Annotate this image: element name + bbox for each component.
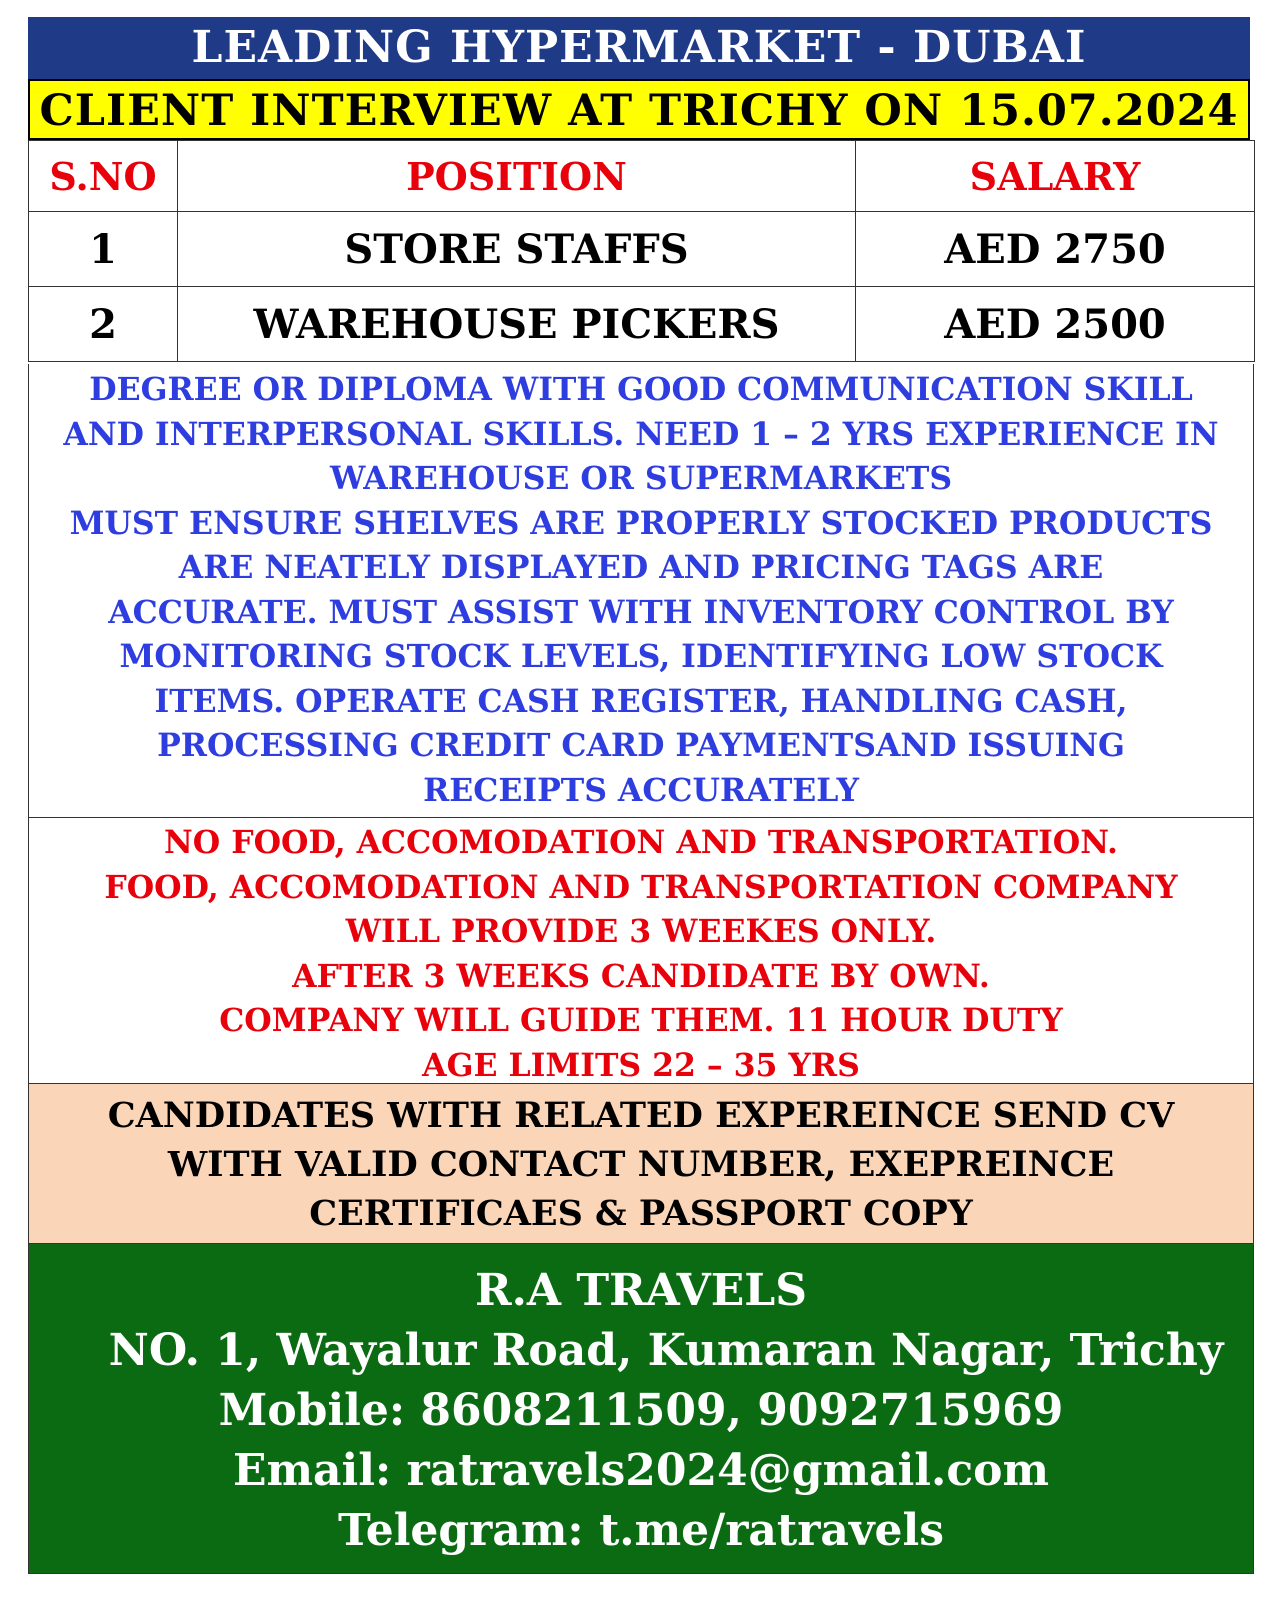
conditions-line: NO FOOD, ACCOMODATION AND TRANSPORTATION. (164, 824, 1118, 861)
requirements-line: ACCURATE. MUST ASSIST WITH INVENTORY CONTROL BY (108, 593, 1174, 631)
conditions-line: COMPANY WILL GUIDE THEM. 11 HOUR DUTY (219, 1002, 1063, 1039)
column-header-sno: S.NO (29, 141, 178, 212)
requirements-line: ARE NEATELY DISPLAYED AND PRICING TAGS ARE (178, 549, 1104, 586)
mobile-numbers: Mobile: 8608211509, 9092715969 (218, 1385, 1064, 1436)
cv-instructions-section (28, 1084, 1254, 1244)
cv-line: WITH VALID CONTACT NUMBER, EXEPREINCE (167, 1144, 1115, 1185)
positions-table (28, 140, 1255, 362)
row-sno: 2 (29, 287, 178, 362)
email-address: Email: ratravels2024@gmail.com (232, 1445, 1050, 1496)
cv-line: CANDIDATES WITH RELATED EXPEREINCE SEND CV (107, 1095, 1175, 1136)
column-header-salary: SALARY (856, 141, 1255, 212)
company-name: R.A TRAVELS (475, 1265, 807, 1316)
row-sno: 1 (29, 212, 178, 287)
requirements-line: MONITORING STOCK LEVELS, IDENTIFYING LOW STOCK (119, 638, 1163, 675)
requirements-line: AND INTERPERSONAL SKILLS. NEED 1 – 2 YRS EXPERIENCE IN (63, 415, 1219, 453)
telegram-link: Telegram: t.me/ratravels (338, 1505, 944, 1556)
row-position: STORE STAFFS (178, 212, 856, 287)
conditions-line: AGE LIMITS 22 – 35 YRS (422, 1046, 860, 1084)
company-address: NO. 1, Wayalur Road, Kumaran Nagar, Trichy (108, 1325, 1224, 1376)
requirements-line: PROCESSING CREDIT CARD PAYMENTSAND ISSUING (157, 727, 1125, 764)
requirements-section (28, 364, 1254, 818)
table-row (29, 212, 1255, 287)
conditions-line: WILL PROVIDE 3 WEEKES ONLY. (345, 913, 937, 950)
requirements-line: ITEMS. OPERATE CASH REGISTER, HANDLING CASH, (154, 682, 1128, 720)
requirements-line: RECEIPTS ACCURATELY (423, 771, 859, 809)
row-salary: AED 2500 (856, 287, 1255, 362)
interview-date-banner: CLIENT INTERVIEW AT TRICHY ON 15.07.2024 (28, 79, 1250, 140)
conditions-line: FOOD, ACCOMODATION AND TRANSPORTATION COMPANY (104, 868, 1178, 906)
conditions-line: AFTER 3 WEEKS CANDIDATE BY OWN. (292, 957, 990, 995)
column-header-position: POSITION (178, 141, 856, 212)
row-salary: AED 2750 (856, 212, 1255, 287)
page-title: LEADING HYPERMARKET - DUBAI (28, 17, 1250, 79)
requirements-line: MUST ENSURE SHELVES ARE PROPERLY STOCKED PRODUCTS (69, 504, 1213, 542)
cv-line: CERTIFICAES & PASSPORT COPY (309, 1193, 973, 1234)
requirements-line: DEGREE OR DIPLOMA WITH GOOD COMMUNICATION SKILL (89, 371, 1193, 408)
contact-section (28, 1244, 1254, 1574)
table-row (29, 287, 1255, 362)
table-header-row (29, 141, 1255, 212)
row-position: WAREHOUSE PICKERS (178, 287, 856, 362)
requirements-line: WAREHOUSE OR SUPERMARKETS (329, 460, 953, 497)
conditions-section (28, 818, 1254, 1084)
